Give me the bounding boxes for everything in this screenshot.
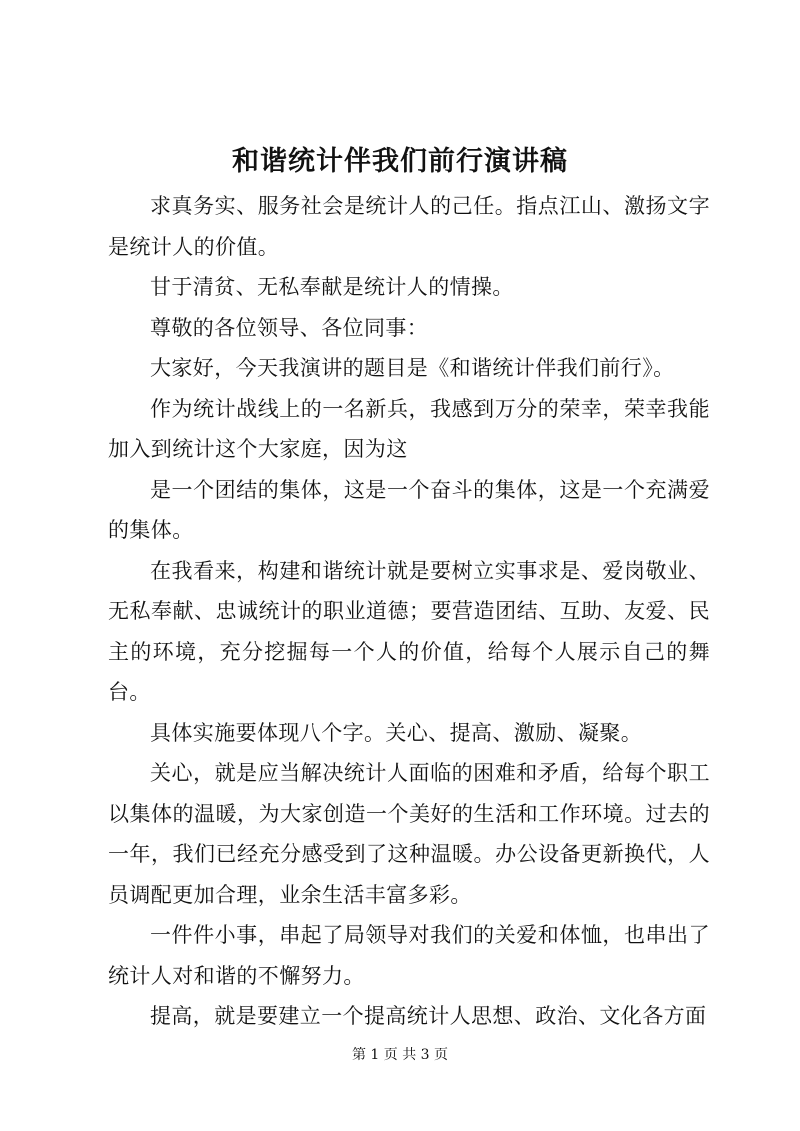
- paragraph-11: 提高，就是要建立一个提高统计人思想、政治、文化各方面: [150, 1004, 707, 1028]
- paragraph-10: 一件件小事，串起了局领导对我们的关爱和体恤，也串出了统计人对和谐的不懈努力。: [108, 923, 710, 988]
- paragraph-8: 具体实施要体现八个字。关心、提高、激励、凝聚。: [150, 720, 643, 745]
- paragraph-1: 求真务实、服务社会是统计人的己任。指点江山、激扬文字是统计人的价值。: [108, 194, 710, 259]
- document-body: [108, 186, 710, 1037]
- paragraph-5: 作为统计战线上的一名新兵，我感到万分的荣幸，荣幸我能加入到统计这个大家庭，因为这: [108, 396, 710, 461]
- document-title: 和谐统计伴我们前行演讲稿: [232, 146, 568, 177]
- paragraph-4: 大家好，今天我演讲的题目是《和谐统计伴我们前行》。: [150, 356, 675, 380]
- paragraph-6: 是一个团结的集体，这是一个奋斗的集体，这是一个充满爱的集体。: [108, 477, 710, 542]
- page-number-footer: 第 1 页 共 3 页: [351, 1047, 449, 1063]
- paragraph-3: 尊敬的各位领导、各位同事：: [150, 315, 429, 340]
- paragraph-2: 甘于清贫、无私奉献是统计人的情操。: [150, 275, 514, 299]
- paragraph-9: 关心，就是应当解决统计人面临的困难和矛盾，给每个职工以集体的温暖，为大家创造一个美好的生活和工作环境。过去的一年，我们已经充分感受到了这种温暖。办公设备更新换代，人员调配更加合理，业余生活丰富多彩。: [108, 761, 710, 907]
- paragraph-7: 在我看来，构建和谐统计就是要树立实事求是、爱岗敬业、无私奉献、忠诚统计的职业道德；要营造团结、互助、友爱、民主的环境，充分挖掘每一个人的价值，给每个人展示自己的舞台。: [108, 558, 710, 704]
